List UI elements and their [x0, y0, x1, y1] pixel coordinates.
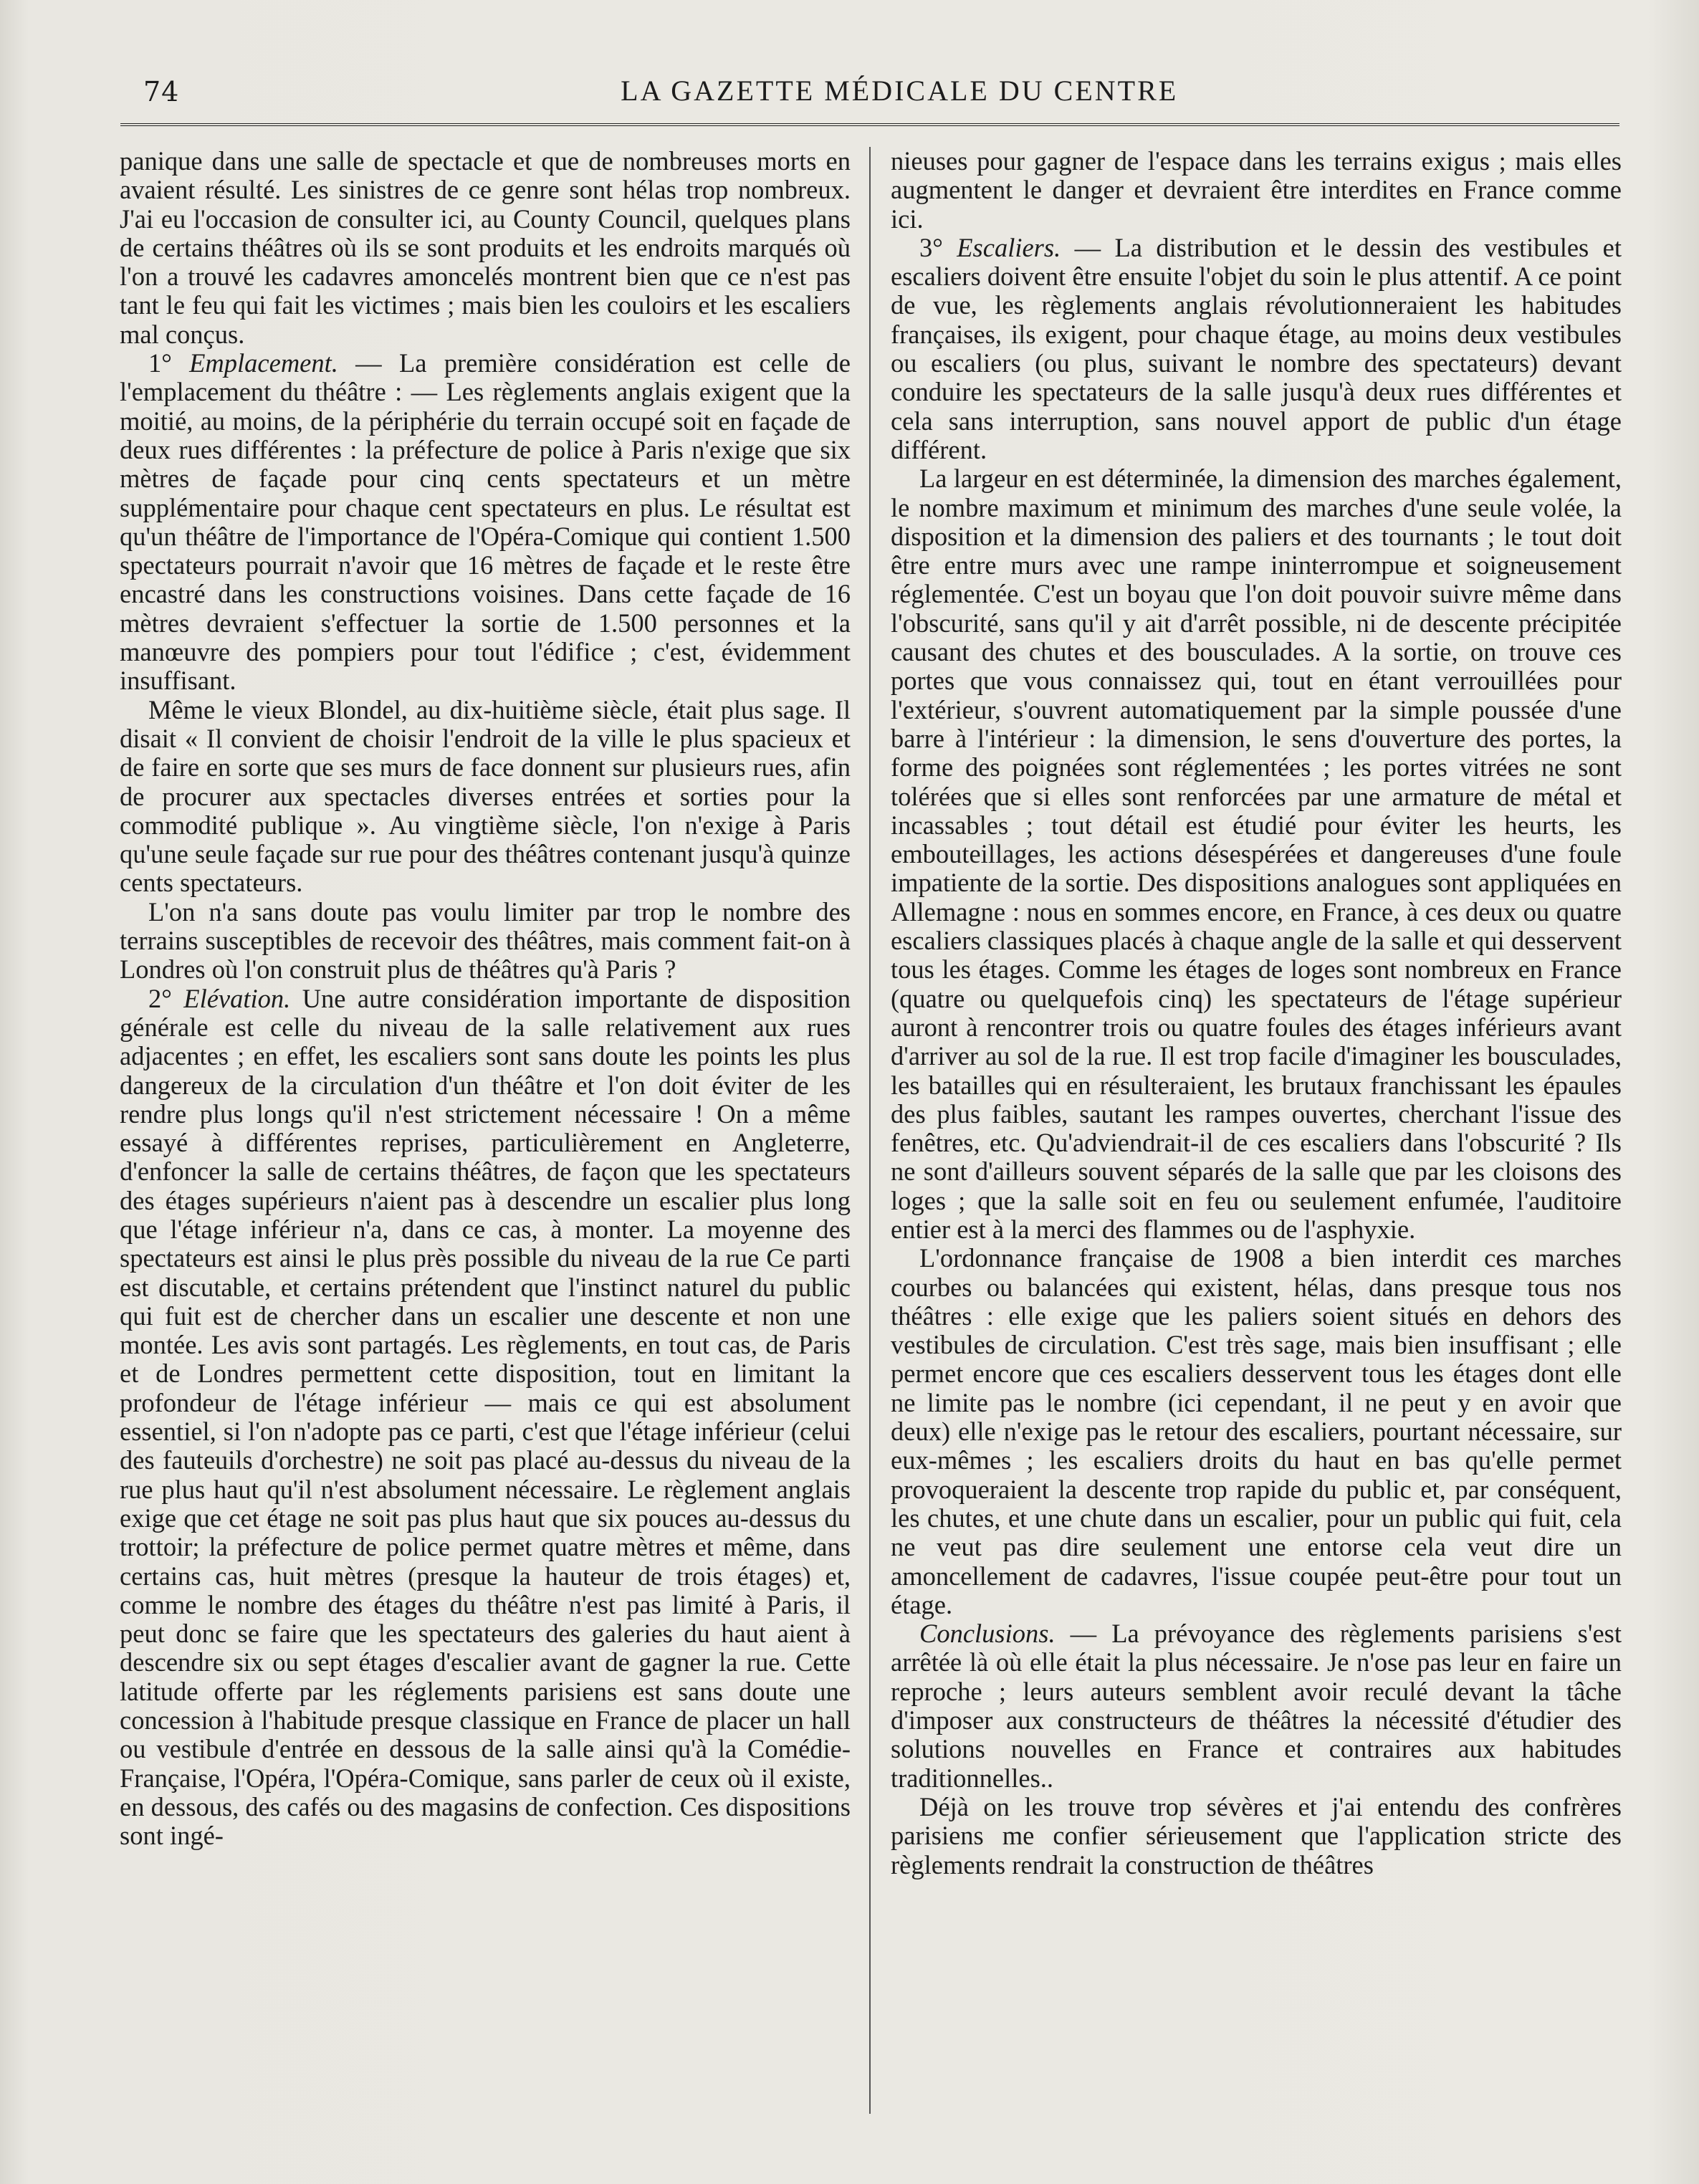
- section-title: Escaliers.: [957, 232, 1061, 262]
- paragraph: La largeur en est déterminée, la dimension des marches également, le nombre maximum et minimum des marches d'une seule volée, la disposition et la dimension des paliers et des tournants ; le tout doit être entre murs avec une rampe ininterrompue et soigneusement réglementée. C'est un boyau que l'on doit pouvoir suivre même dans l'obscurité, sans qu'il y ait d'arrêt possible, ni de descente précipitée causant des chutes et des bousculades. A la sortie, on trouve ces portes que vous connaissez qui, tout en étant verrouillées pour l'extérieur, s'ouvrent automatiquement par la simple poussée d'une barre à l'intérieur : la dimension, le sens d'ouverture des portes, la forme des poignées sont réglementées ; les portes vitrées ne sont tolérées que si elles sont renforcées par une armature de métal et incassables ; tout détail est étudié pour éviter les heurts, les embouteillages, les actions désespérées et dangereuses d'une foule impatiente de la sortie. Des dispositions analogues sont appliquées en Allemagne : nous en sommes encore, en France, à ces deux ou quatre escaliers classiques placés à chaque angle de la salle et qui desservent tous les étages. Comme les étages de loges sont nombreux en France (quatre ou quelquefois cinq) les spectateurs de l'étage supérieur auront à rencontrer trois ou quatre foules des étages inférieurs avant d'arriver au sol de la rue. Il est trop facile d'imaginer les bousculades, les batailles qui en résulteraient, les brutaux franchissant les épaules des plus faibles, sautant les rampes ouvertes, cherchant l'issue des fenêtres, etc. Qu'adviendrait-il de ces escaliers dans l'obscurité ? Ils ne sont d'ailleurs souvent séparés de la salle que par les cloisons des loges ; que la salle soit en feu ou seulement enfumée, l'auditoire entier est à la merci des flammes ou de l'asphyxie.: [891, 464, 1622, 1244]
- right-column: [891, 147, 1622, 1879]
- paragraph: L'on n'a sans doute pas voulu limiter par trop le nombre des terrains susceptibles de recevoir des théâtres, mais comment fait-on à Londres où l'on construit plus de théâtres qu'à Paris ?: [120, 896, 851, 985]
- paragraph: L'ordonnance française de 1908 a bien interdit ces marches courbes ou balancées qui existent, hélas, dans presque tous nos théâtres : elle exige que les paliers soient situés en dehors des vestibules de circulation. C'est très sage, mais bien insuffisant ; elle permet encore que ces escaliers desservent tous les étages dont elle ne limite pas le nombre (ici cependant, il ne peut y en avoir que deux) elle n'exige pas le retour des escaliers, pourtant nécessaire, sur eux-mêmes ; les escaliers droits du haut en bas qu'elle permet provoqueraient la descente trop rapide du public et, par conséquent, les chutes, et une chute dans un escalier, pour un public qui fuit, cela ne veut pas dire seulement une entorse cela veut dire un amoncellement de cadavres, l'issue coupée peut-être pour tout un étage.: [891, 1243, 1622, 1619]
- paragraph: Même le vieux Blondel, au dix-huitième siècle, était plus sage. Il disait « Il convient de choisir l'endroit de la ville le plus spacieux et de faire en sorte que ses murs de face donnent sur plusieurs rues, afin de procurer aux spectacles diverses entrées et sorties pour la commodité publique ». Au vingtième siècle, l'on n'exige à Paris qu'une seule façade sur rue pour des théâtres contenant jusqu'à quinze cents spectateurs.: [120, 694, 851, 898]
- page-number: 74: [143, 76, 180, 107]
- paragraph-conclusions: [891, 1619, 1622, 1793]
- section-title: Emplacement.: [189, 348, 338, 378]
- paragraph: panique dans une salle de spectacle et que de nombreuses morts en avaient résulté. Les sinistres de ce genre sont hélas trop nombreux. J'ai eu l'occasion de consulter ici, au County Council, quelques plans de certains théâtres où ils se sont produits et les endroits marqués où l'on a trouvé les cadavres amoncelés montrent bien que ce n'est pas tant le feu qui fait les victimes ; mais bien les couloirs et les escaliers mal conçus.: [120, 146, 851, 349]
- paragraph-escaliers: [891, 234, 1622, 464]
- paragraph-text: — La prévoyance des règlements parisiens s'est arrêtée là où elle était la plus nécessaire. Je n'ose pas leur en faire un reproche ; leurs auteurs semblent avoir reculé devant la tâche d'imposer aux constructeurs de théâtres la nécessité d'étudier des solutions nouvelles en France et contraires aux habitudes traditionnelles..: [891, 1619, 1622, 1793]
- section-number: 3°: [919, 232, 957, 262]
- running-header: [143, 64, 1619, 107]
- section-number: 1°: [148, 348, 190, 378]
- paragraph: nieuses pour gagner de l'espace dans les terrains exigus ; mais elles augmentent le danger et devraient être interdites en France comme ici.: [891, 146, 1622, 234]
- section-number: 2°: [148, 983, 184, 1013]
- paragraph-text: Une autre considération importante de disposition générale est celle du niveau de la salle relativement aux rues adjacentes ; en effet, les escaliers sont sans doute les points les plus dangereux de la circulation d'un théâtre et l'on doit éviter de les rendre plus longs qu'il n'est strictement nécessaire ! On a même essayé à différentes reprises, particulièrement en Angleterre, d'enfoncer la salle de certains théâtres, de façon que les spectateurs des étages supérieurs n'aient pas à descendre un escalier plus long que l'étage inférieur n'a, dans ce cas, à monter. La moyenne des spectateurs est ainsi le plus près possible du niveau de la rue Ce parti est discutable, et certains prétendent que l'instinct naturel du public qui fuit est de chercher dans un escalier une descente et non une montée. Les avis sont partagés. Les règlements, en tout cas, de Paris et de Londres permettent cette disposition, tout en limitant la profondeur de l'étage inférieur — mais ce qui est absolument essentiel, si l'on n'adopte pas ce parti, c'est que l'étage inférieur (celui des fauteuils d'orchestre) ne soit pas placé au-dessus du niveau de la rue plus haut qu'il n'est absolument nécessaire. Le règlement anglais exige que cet étage ne soit pas plus haut que six pouces au-dessus du trottoir; la préfecture de police permet quatre mètres et même, dans certains cas, huit mètres (presque la hauteur de trois étages) et, comme le nombre des étages du théâtre n'est pas limité à Paris, il peut donc se faire que les spectateurs des galeries du haut aient à descendre six ou sept étages d'escalier avant de gagner la rue. Cette latitude offerte par les réglements parisiens est sans doute une concession à l'habitude presque classique en France de placer un hall ou vestibule d'entrée en dessous de la salle ainsi qu'à la Comédie-Française, l'Opéra, l'Opéra-Comique, sans parler de ceux où il existe, en dessous, des cafés ou des magasins de confection. Ces dispositions sont ingé-: [120, 983, 851, 1851]
- section-title: Elévation.: [183, 983, 291, 1013]
- left-column: [120, 147, 851, 1851]
- paragraph: Déjà on les trouve trop sévères et j'ai entendu des confrères parisiens me confier sérieusement que l'application stricte des règlements rendrait la construction de théâtres: [891, 1791, 1622, 1879]
- paragraph-text: — La première considération est celle de l'emplacement du théâtre : — Les règlements anglais exigent que la moitié, au moins, de la périphérie du terrain occupé soit en façade de deux rues différentes : la préfecture de police à Paris n'exige que six mètres de façade pour cinq cents spectateurs et un mètre supplémentaire pour chaque cent spectateurs en plus. Le résultat est qu'un théâtre de l'importance de l'Opéra-Comique qui contient 1.500 spectateurs pourrait n'avoir que 16 mètres de façade et le reste être encastré dans les constructions voisines. Dans cette façade de 16 mètres devraient s'effectuer la sortie de 1.500 personnes et la manœuvre des pompiers pour tout l'édifice ; c'est, évidemment insuffisant.: [120, 348, 851, 696]
- section-title: Conclusions.: [919, 1619, 1056, 1649]
- paragraph-text: — La distribution et le dessin des vestibules et escaliers doivent être ensuite l'objet du soin le plus attentif. A ce point de vue, les règlements anglais révolutionneraient les habitudes françaises, ils exigent, pour chaque étage, au moins deux vestibules ou escaliers (ou plus, suivant le nombre des spectateurs) devant conduire les spectateurs de la salle jusqu'à deux rues différentes et cela sans interruption, sans nouvel apport de public d'un étage différent.: [891, 232, 1622, 464]
- paragraph-elevation: [120, 985, 851, 1851]
- paragraph-emplacement: [120, 349, 851, 696]
- header-rule: [120, 123, 1619, 126]
- column-divider: [869, 147, 871, 2114]
- journal-title: LA GAZETTE MÉDICALE DU CENTRE: [621, 75, 1179, 107]
